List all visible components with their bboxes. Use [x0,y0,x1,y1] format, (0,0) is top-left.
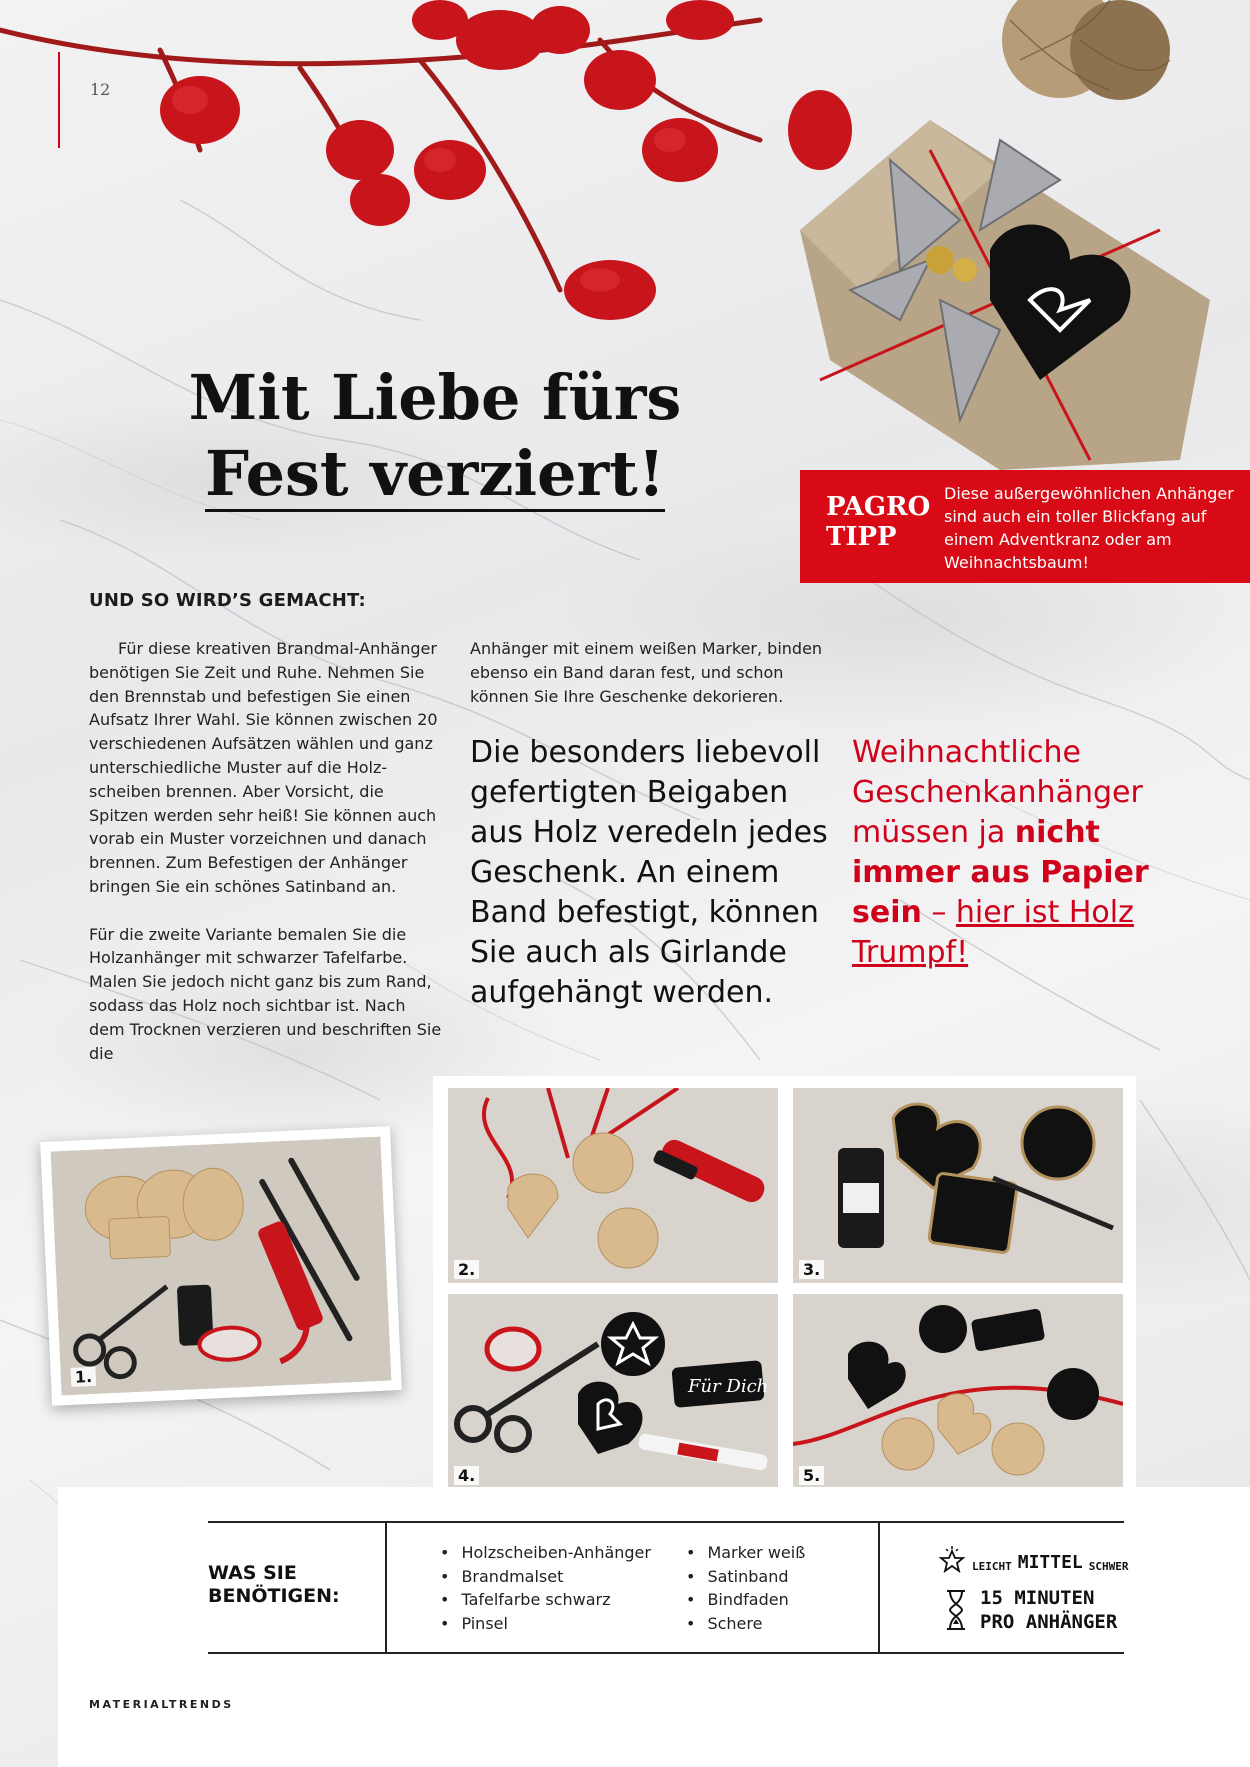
headline-line2: Fest verziert! [204,437,666,510]
hourglass-icon [944,1588,968,1632]
materials-top-rule [208,1521,1124,1523]
materials-item: • Bindfaden [686,1588,805,1612]
materials-item: • Tafelfarbe schwarz [440,1588,651,1612]
tipp-label-line1: PAGRO [826,492,931,522]
materials-title-line2: BENÖTIGEN: [208,1585,340,1607]
difficulty-medium: MITTEL [1017,1552,1083,1573]
edge-marker-top [58,52,60,148]
instructions-title: UND SO WIRD’S GEMACHT: [89,590,366,611]
pull-quote-red [852,733,1152,973]
step-number-1: 1. [70,1367,96,1387]
materials-item: • Holzscheiben-Anhänger [440,1541,651,1565]
step-photo-3 [793,1088,1123,1283]
quote-red-part1: Weihnachtliche Geschenkanhänger müssen ja [852,735,1143,850]
quote-red-dash: – [921,895,956,930]
instructions-column-1 [89,637,445,1065]
step-number-2: 2. [454,1260,479,1279]
materials-list-2 [686,1541,805,1635]
difficulty-hard: SCHWER [1088,1560,1129,1573]
instructions-column-2 [470,637,840,708]
tipp-text: Diese außergewöhnlichen Anhänger sind auch ein toller Blickfang auf einem Adventkranz oder am Weihnachtsbaum! [944,484,1234,572]
pagro-tipp-box [800,470,1250,583]
step-photo-4 [448,1294,778,1489]
materials-item: • Marker weiß [686,1541,805,1565]
pull-quote: Die besonders liebevoll gefertigten Beigaben aus Holz veredeln jedes Geschenk. An einem Band befestigt, können Sie auch als Girlande aufgehängt werden. [470,735,828,1010]
instructions-paragraph-1: Für diese kreativen Brandmal-Anhänger benötigen Sie Zeit und Ruhe. Nehmen Sie den Brennstab und befestigen Sie einen Aufsatz Ihrer Wahl. Sie können zwischen 20 verschiedenen Aufsätzen wählen und ganz unterschiedliche Muster auf die Holz-scheiben brennen. Aber Vorsicht, die Spitzen werden sehr heiß! Sie können auch vorab ein Muster vorzeichnen und danach brennen. Zum Befestigen der Anhänger bringen Sie ein schönes Satinband an. [89,639,438,896]
photo-tag-text: Für Dich [688,1376,769,1397]
instructions-paragraph-2: Für die zweite Variante bemalen Sie die Holzanhänger mit schwarzer Tafelfarbe. Malen Sie jedoch nicht ganz bis zum Rand, sodass das Holz noch sichtbar ist. Nach dem Trocknen verzieren und beschriften Sie die [89,924,442,1063]
materials-item: • Schere [686,1612,805,1636]
materials-divider-2 [878,1521,880,1654]
star-icon [938,1545,966,1573]
footer-section-label: MATERIALTRENDS [89,1698,234,1711]
time-estimate [980,1586,1117,1634]
step-photo-grid [433,1076,1136,1496]
tipp-label-line2: TIPP [826,522,897,552]
step-number-4: 4. [454,1466,479,1485]
time-line1: 15 MINUTEN [980,1587,1095,1609]
materials-title [208,1562,340,1608]
materials-title-line1: WAS SIE [208,1562,297,1584]
tipp-label [826,482,944,552]
step-number-5: 5. [799,1466,824,1485]
page-number: 12 [90,80,111,99]
footer-background [58,1657,1250,1767]
materials-list-1 [440,1541,651,1635]
materials-bottom-rule [208,1652,1124,1654]
quote-red-underlined: hier ist Holz Trumpf! [852,895,1134,970]
difficulty-easy: LEICHT [972,1560,1012,1573]
materials-item: • Pinsel [440,1612,651,1636]
quote-red-bold: nicht immer aus Papier sein [852,815,1149,930]
step-number-3: 3. [799,1260,824,1279]
materials-item: • Satinband [686,1565,805,1589]
headline [150,360,720,512]
time-line2: PRO ANHÄNGER [980,1611,1118,1633]
step-photo-5 [793,1294,1123,1489]
difficulty-rating [938,1545,1129,1573]
instructions-paragraph-3: Anhänger mit einem weißen Marker, binden ebenso ein Band daran fest, und schon können Sie Ihre Geschenke dekorieren. [470,639,823,706]
materials-divider-1 [385,1521,387,1654]
materials-item: • Brandmalset [440,1565,651,1589]
step-photo-2 [448,1088,778,1283]
headline-line1: Mit Liebe fürs [188,361,682,434]
step-photo-1 [40,1126,402,1406]
